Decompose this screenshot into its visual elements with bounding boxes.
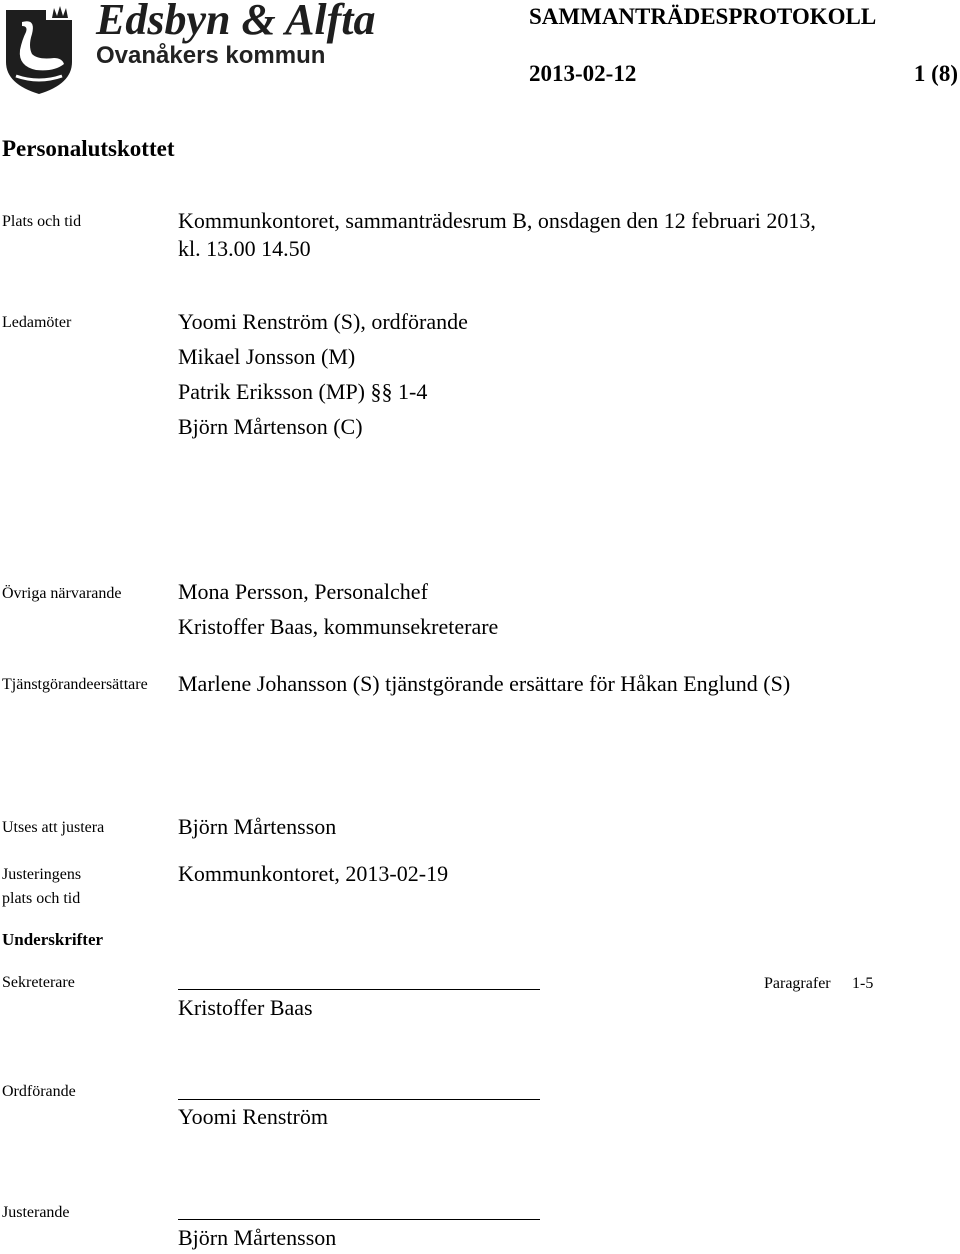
committee-title: Personalutskottet <box>2 136 175 161</box>
adjust-label: Utses att justera <box>2 819 105 836</box>
document-type: SAMMANTRÄDESPROTOKOLL <box>529 4 877 29</box>
paragraphs-label: Paragrafer <box>764 975 831 992</box>
secretary-label: Sekreterare <box>2 974 75 991</box>
substitutes-value: Marlene Johansson (S) tjänstgörande ersättare för Håkan Englund (S) <box>178 671 791 696</box>
member-item: Yoomi Renström (S), ordförande <box>178 309 468 334</box>
place-line-1: Kommunkontoret, sammanträdesrum B, onsdagen den 12 februari 2013, <box>178 208 816 233</box>
chair-label: Ordförande <box>2 1083 76 1100</box>
place-label: Plats och tid <box>2 213 82 230</box>
adjust-place-label: Justeringens <box>2 866 82 883</box>
members-label: Ledamöter <box>2 314 72 331</box>
member-item: Björn Mårtenson (C) <box>178 414 363 439</box>
secretary-signature-line <box>178 989 540 990</box>
municipality-logo <box>2 2 402 96</box>
logo-title: Edsbyn & Alfta <box>96 0 376 44</box>
adjuster-label: Justerande <box>2 1204 70 1221</box>
substitutes-label: Tjänstgörandeersättare <box>2 676 148 693</box>
adjuster-name: Björn Mårtensson <box>178 1225 337 1250</box>
adjust-place-label: plats och tid <box>2 890 81 907</box>
others-item: Mona Persson, Personalchef <box>178 579 428 604</box>
adjust-value: Björn Mårtensson <box>178 814 337 839</box>
member-item: Mikael Jonsson (M) <box>178 344 356 369</box>
adjust-place-value: Kommunkontoret, 2013-02-19 <box>178 861 449 886</box>
meeting-date: 2013-02-12 <box>529 61 637 86</box>
secretary-name: Kristoffer Baas <box>178 995 313 1020</box>
logo-subtitle: Ovanåkers kommun <box>96 42 326 69</box>
swan-crest-icon <box>2 2 86 96</box>
page-number: 1 (8) <box>913 61 958 86</box>
signatures-title: Underskrifter <box>2 930 104 949</box>
member-item: Patrik Eriksson (MP) §§ 1-4 <box>178 379 428 404</box>
others-item: Kristoffer Baas, kommunsekreterare <box>178 614 499 639</box>
paragraphs-value: 1-5 <box>852 975 874 992</box>
adjuster-signature-line <box>178 1219 540 1220</box>
place-line-2: kl. 13.00 14.50 <box>178 236 311 261</box>
others-label: Övriga närvarande <box>2 585 122 602</box>
chair-name: Yoomi Renström <box>178 1104 328 1129</box>
chair-signature-line <box>178 1099 540 1100</box>
